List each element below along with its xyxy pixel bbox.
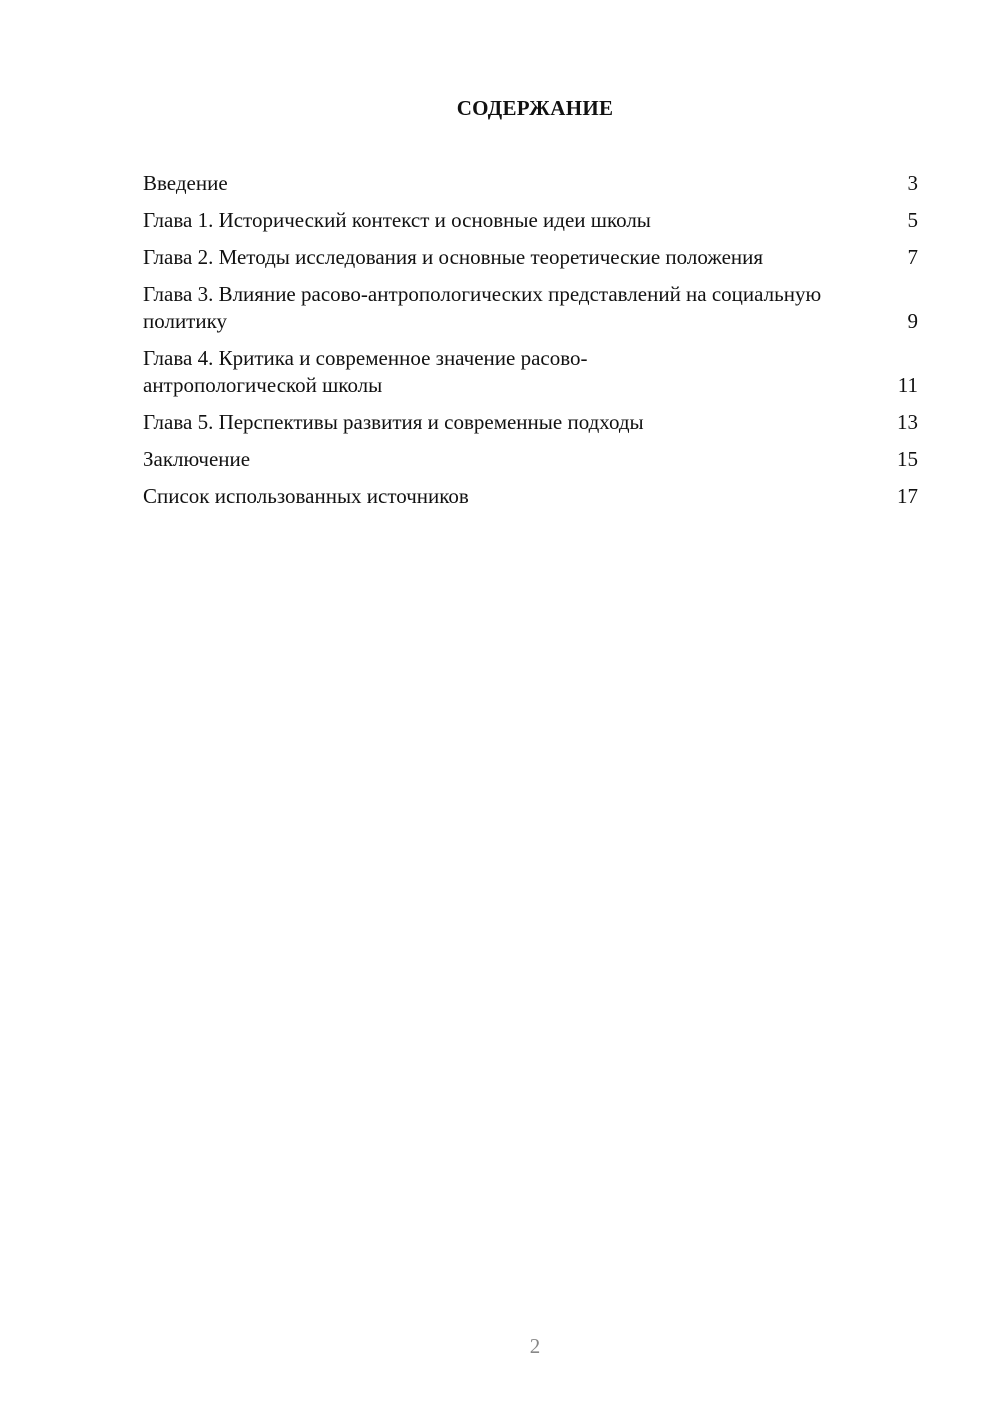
- toc-entry-text: Введение: [143, 171, 228, 195]
- toc-title: СОДЕРЖАНИЕ: [456, 96, 614, 120]
- toc-entry-chapter-1: [143, 207, 918, 234]
- toc-entry-text: Глава 4. Критика и современное значение расово-антропологической школы: [143, 346, 588, 397]
- toc-entry-text: Глава 2. Методы исследования и основные теоретические положения: [143, 245, 764, 269]
- toc-entry-page: 7: [907, 245, 918, 269]
- toc-entry-page: 3: [907, 171, 918, 195]
- toc-entry-introduction: [143, 170, 918, 197]
- toc-entry-chapter-5: [143, 409, 918, 436]
- toc-entry-text: Заключение: [143, 447, 251, 471]
- toc-entry-chapter-3: [143, 281, 918, 335]
- toc-entry-conclusion: [143, 446, 918, 473]
- toc-entry-text: Список использованных источников: [143, 484, 469, 508]
- toc-entry-page: 13: [897, 410, 918, 434]
- toc-entry-page: 15: [897, 447, 918, 471]
- toc-entry-text: Глава 5. Перспективы развития и современные подходы: [143, 410, 644, 434]
- toc-entry-page: 9: [907, 309, 918, 333]
- toc-entry-text: Глава 1. Исторический контекст и основные идеи школы: [143, 208, 651, 232]
- page-number: 2: [529, 1334, 541, 1358]
- toc-entry-references: [143, 483, 918, 510]
- toc-entry-text: Глава 3. Влияние расово-антропологических представлений на социальную политику: [143, 282, 822, 333]
- toc-entry-page: 17: [897, 484, 918, 508]
- toc-entry-page: 11: [897, 373, 918, 397]
- toc-entry-page: 5: [907, 208, 918, 232]
- toc-entry-chapter-4: [143, 345, 918, 399]
- table-of-contents: [143, 170, 918, 520]
- toc-entry-chapter-2: [143, 244, 918, 271]
